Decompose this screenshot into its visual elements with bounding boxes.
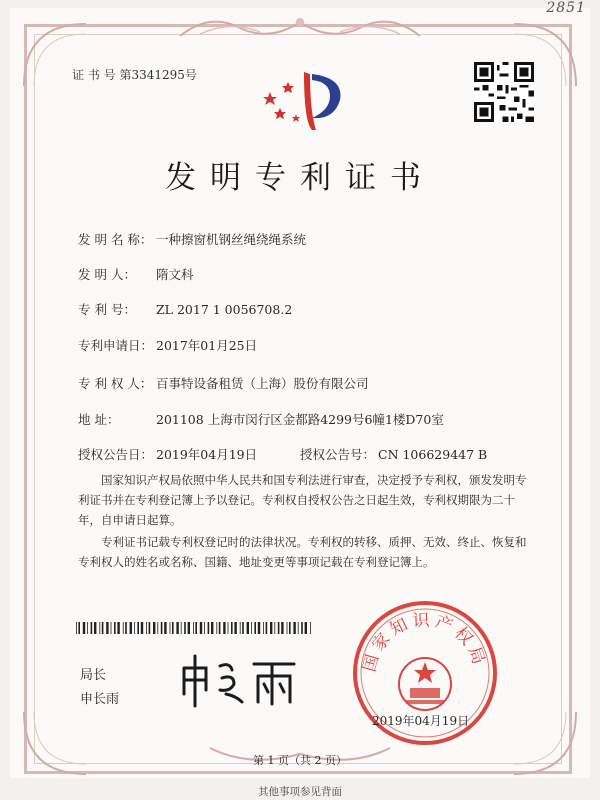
certificate-title: 发明专利证书	[165, 160, 435, 196]
field-application-date: 专利申请日： 2017年01月25日	[78, 338, 258, 353]
top-ornament-icon	[170, 8, 430, 42]
field-address: 地 址： 201108 上海市闵行区金都路4299号6幢1楼D70室	[78, 412, 444, 427]
field-invention-name: 发 明 名 称： 一种擦窗机钢丝绳绕绳系统	[78, 232, 307, 247]
footer-note: 其他事项参见背面	[258, 786, 342, 798]
signatory-name: 申长雨	[80, 692, 120, 707]
signature-icon	[176, 650, 306, 710]
cnipa-logo-icon	[260, 62, 350, 134]
certificate-number: 证 书 号 第3341295号	[72, 68, 197, 82]
statement-paragraph-2: 专利证书记载专利权登记时的法律状况。专利权的转移、质押、无效、终止、恢复和专利权人的姓名或名称、国籍、地址变更等事项记载在专利登记簿上。	[78, 535, 527, 569]
field-inventor: 发 明 人： 隋文科	[78, 267, 194, 282]
handwritten-note: 2851	[546, 0, 586, 16]
field-grant-date: 授权公告日： 2019年04月19日	[78, 447, 258, 462]
page-number: 第 1 页（共 2 页）	[253, 754, 347, 767]
qr-code-icon	[474, 62, 534, 122]
statement-paragraph-1: 国家知识产权局依照中华人民共和国专利法进行审查，决定授予专利权，颁发发明专利证书并在专利登记簿上予以登记。专利权自授权公告之日起生效，专利权期限为二十年，自申请日起算。	[78, 473, 527, 527]
barcode-icon	[76, 622, 314, 634]
signatory-title: 局长	[80, 668, 107, 683]
seal-date: 2019年04月19日	[372, 714, 470, 728]
field-announcement-number: 授权公告号： CN 106629447 B	[300, 447, 488, 462]
field-patent-number: 专 利 号： ZL 2017 1 0056708.2	[78, 302, 293, 317]
svg-text:国家知识产权局: 国家知识产权局	[359, 610, 490, 675]
field-patentee: 专 利 权 人： 百事特设备租赁（上海）股份有限公司	[78, 376, 369, 391]
